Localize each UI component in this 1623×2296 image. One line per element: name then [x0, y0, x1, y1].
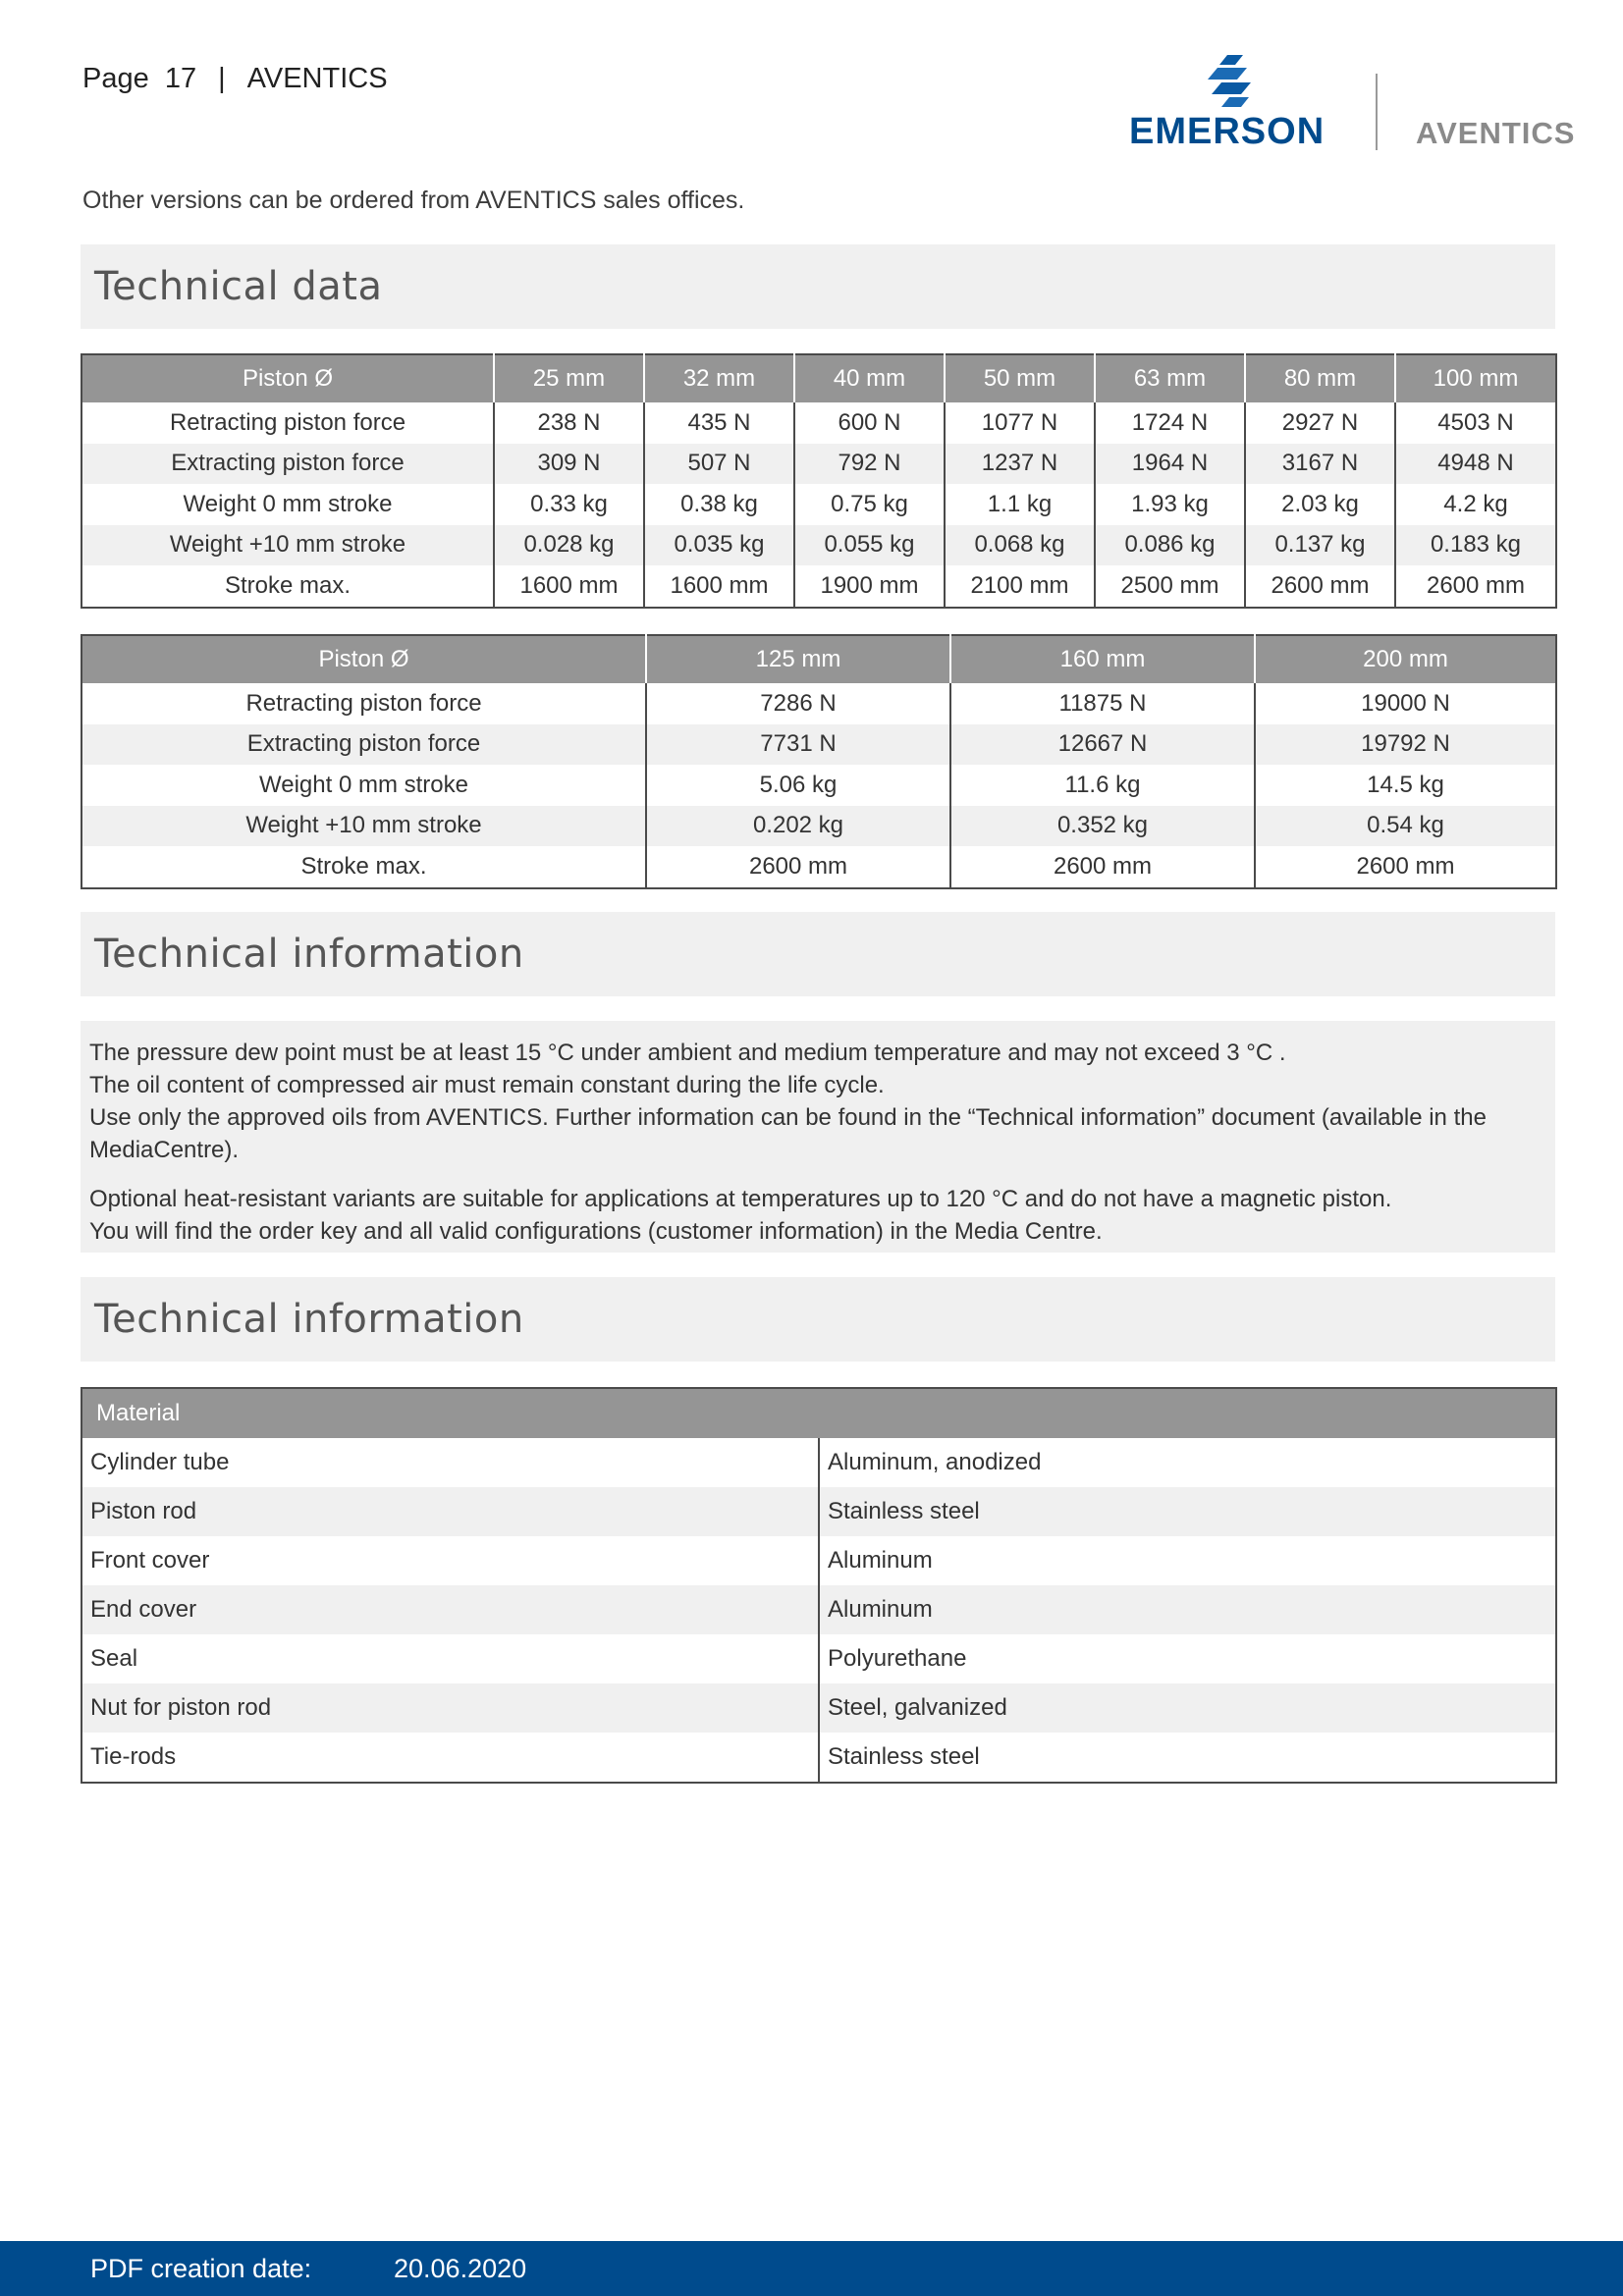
table-cell: 0.055 kg [794, 525, 945, 566]
column-header: 160 mm [950, 635, 1255, 683]
table-cell: 0.202 kg [646, 806, 950, 847]
table-row [81, 806, 1556, 847]
table-cell: 11.6 kg [950, 765, 1255, 806]
table-row [81, 444, 1556, 485]
technical-data-table-1 [81, 353, 1557, 609]
info-line: The pressure dew point must be at least 15 °C under ambient and medium temperature and may not exceed 3 °C . [89, 1040, 1286, 1066]
table-row [81, 846, 1556, 888]
table-cell: 0.137 kg [1245, 525, 1395, 566]
technical-data-table-2 [81, 634, 1557, 889]
row-label: Weight +10 mm stroke [81, 806, 646, 847]
emerson-wordmark: EMERSON [1129, 111, 1325, 152]
intro-text: Other versions can be ordered from AVENTICS sales offices. [82, 187, 745, 214]
section-technical-information [81, 912, 1555, 996]
table-cell: 7286 N [646, 683, 950, 724]
component-name: Front cover [81, 1536, 819, 1585]
page-header [82, 63, 388, 95]
table-cell: 2600 mm [646, 846, 950, 888]
table-cell: 435 N [644, 402, 794, 444]
component-name: Tie-rods [81, 1733, 819, 1783]
table-cell: 0.33 kg [494, 484, 644, 525]
emerson-aventics-logo [1119, 49, 1591, 157]
table-cell: 7731 N [646, 724, 950, 766]
header-brand: AVENTICS [246, 63, 388, 94]
table-cell: 600 N [794, 402, 945, 444]
column-header: 25 mm [494, 354, 644, 402]
table-row [81, 1487, 1556, 1536]
table-cell: 5.06 kg [646, 765, 950, 806]
table-cell: 12667 N [950, 724, 1255, 766]
table-row [81, 484, 1556, 525]
info-paragraph-1 [89, 1037, 1545, 1166]
table-cell: 2600 mm [1255, 846, 1556, 888]
table-cell: 4948 N [1395, 444, 1556, 485]
page-number: 17 [164, 63, 197, 94]
table-cell: 507 N [644, 444, 794, 485]
emerson-mark-icon [1208, 55, 1251, 107]
header-separator: | [218, 63, 226, 94]
row-label: Stroke max. [81, 565, 494, 608]
column-header: 32 mm [644, 354, 794, 402]
table-cell: 0.086 kg [1095, 525, 1245, 566]
material-header: Material [81, 1388, 1556, 1438]
technical-information-text [81, 1021, 1555, 1253]
table-cell: 0.75 kg [794, 484, 945, 525]
logo-divider [1376, 74, 1378, 150]
table-cell: 1600 mm [644, 565, 794, 608]
table-cell: 1.1 kg [945, 484, 1095, 525]
row-label: Weight 0 mm stroke [81, 484, 494, 525]
table-cell: 2600 mm [1395, 565, 1556, 608]
row-label: Weight +10 mm stroke [81, 525, 494, 566]
table-row [81, 683, 1556, 724]
table-cell: 309 N [494, 444, 644, 485]
table-cell: 0.54 kg [1255, 806, 1556, 847]
component-name: End cover [81, 1585, 819, 1634]
table-row [81, 565, 1556, 608]
column-header: 80 mm [1245, 354, 1395, 402]
table-cell: 11875 N [950, 683, 1255, 724]
section-technical-information-materials [81, 1277, 1555, 1362]
row-label: Stroke max. [81, 846, 646, 888]
column-header: 100 mm [1395, 354, 1556, 402]
pdf-creation-date-label: PDF creation date: [90, 2254, 312, 2283]
component-name: Cylinder tube [81, 1438, 819, 1487]
table-cell: 14.5 kg [1255, 765, 1556, 806]
table-cell: 2600 mm [1245, 565, 1395, 608]
aventics-wordmark: AVENTICS [1416, 116, 1576, 150]
footer-bar [0, 2241, 1623, 2296]
column-header: 50 mm [945, 354, 1095, 402]
column-header: 200 mm [1255, 635, 1556, 683]
table-cell: 3167 N [1245, 444, 1395, 485]
pdf-creation-date-value: 20.06.2020 [394, 2254, 527, 2283]
table-row [81, 1438, 1556, 1487]
table-cell: 2927 N [1245, 402, 1395, 444]
table-cell: 238 N [494, 402, 644, 444]
info-line: Use only the approved oils from AVENTICS. Further information can be found in the “Technical information” document (available in the MediaCentre). [89, 1104, 1487, 1163]
material-value: Stainless steel [819, 1487, 1556, 1536]
table-cell: 19792 N [1255, 724, 1556, 766]
info-line: The oil content of compressed air must remain constant during the life cycle. [89, 1072, 885, 1098]
material-value: Aluminum, anodized [819, 1438, 1556, 1487]
table-row [81, 1634, 1556, 1683]
material-table [81, 1387, 1557, 1784]
column-header: 125 mm [646, 635, 950, 683]
material-value: Stainless steel [819, 1733, 1556, 1783]
info-paragraph-2 [89, 1183, 1545, 1248]
table-cell: 2100 mm [945, 565, 1095, 608]
column-header: 63 mm [1095, 354, 1245, 402]
table-cell: 0.38 kg [644, 484, 794, 525]
column-header-piston: Piston Ø [81, 635, 646, 683]
component-name: Nut for piston rod [81, 1683, 819, 1733]
table-header-row [81, 354, 1556, 402]
table-header-row [81, 635, 1556, 683]
table-cell: 1900 mm [794, 565, 945, 608]
table-cell: 4503 N [1395, 402, 1556, 444]
table-row [81, 1683, 1556, 1733]
table-row [81, 1733, 1556, 1783]
table-cell: 1.93 kg [1095, 484, 1245, 525]
row-label: Weight 0 mm stroke [81, 765, 646, 806]
table-row [81, 525, 1556, 566]
table-cell: 0.028 kg [494, 525, 644, 566]
table-cell: 1724 N [1095, 402, 1245, 444]
table-cell: 2.03 kg [1245, 484, 1395, 525]
section-title: Technical information [94, 1297, 524, 1342]
table-row [81, 1585, 1556, 1634]
row-label: Retracting piston force [81, 402, 494, 444]
table-row [81, 402, 1556, 444]
table-cell: 0.035 kg [644, 525, 794, 566]
table-cell: 1964 N [1095, 444, 1245, 485]
info-line: You will find the order key and all valid configurations (customer information) in the Media Centre. [89, 1218, 1103, 1245]
table-row [81, 1536, 1556, 1585]
component-name: Piston rod [81, 1487, 819, 1536]
material-value: Aluminum [819, 1585, 1556, 1634]
table-cell: 2600 mm [950, 846, 1255, 888]
column-header: 40 mm [794, 354, 945, 402]
material-value: Steel, galvanized [819, 1683, 1556, 1733]
table-cell: 2500 mm [1095, 565, 1245, 608]
table-cell: 1600 mm [494, 565, 644, 608]
info-line: Optional heat-resistant variants are suitable for applications at temperatures up to 120 °C and do not have a magnetic piston. [89, 1186, 1392, 1212]
material-value: Polyurethane [819, 1634, 1556, 1683]
section-title: Technical data [94, 264, 383, 309]
material-value: Aluminum [819, 1536, 1556, 1585]
section-title: Technical information [94, 932, 524, 977]
table-cell: 792 N [794, 444, 945, 485]
table-cell: 4.2 kg [1395, 484, 1556, 525]
table-cell: 0.183 kg [1395, 525, 1556, 566]
table-cell: 19000 N [1255, 683, 1556, 724]
table-cell: 0.352 kg [950, 806, 1255, 847]
section-technical-data [81, 244, 1555, 329]
table-cell: 1237 N [945, 444, 1095, 485]
row-label: Retracting piston force [81, 683, 646, 724]
row-label: Extracting piston force [81, 444, 494, 485]
row-label: Extracting piston force [81, 724, 646, 766]
column-header-piston: Piston Ø [81, 354, 494, 402]
table-cell: 1077 N [945, 402, 1095, 444]
component-name: Seal [81, 1634, 819, 1683]
table-cell: 0.068 kg [945, 525, 1095, 566]
table-row [81, 724, 1556, 766]
page-label: Page [82, 63, 149, 94]
table-row [81, 765, 1556, 806]
